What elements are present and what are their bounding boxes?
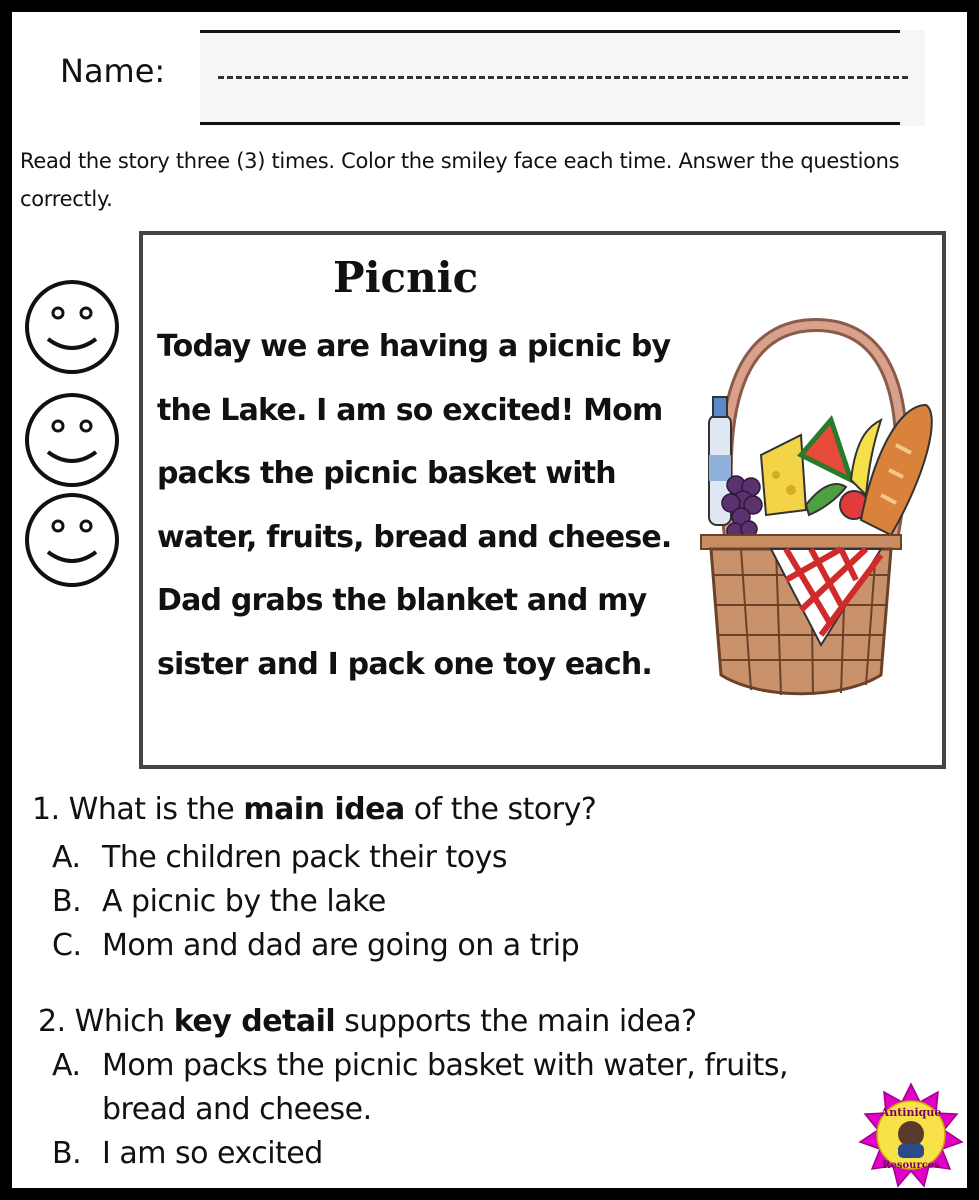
name-writing-line[interactable] bbox=[218, 76, 908, 79]
picnic-basket-icon bbox=[691, 305, 941, 705]
question-stem: 2. Which key detail supports the main idea? bbox=[38, 1004, 697, 1039]
svg-text:Resources: Resources bbox=[882, 1160, 940, 1171]
smiley-face-icon[interactable] bbox=[22, 277, 122, 377]
answer-option[interactable]: C. Mom and dad are going on a trip bbox=[52, 928, 580, 963]
answer-option[interactable]: A. The children pack their toys bbox=[52, 840, 508, 875]
worksheet-page bbox=[12, 12, 967, 1188]
story-title: Picnic bbox=[333, 253, 479, 302]
smiley-face-icon[interactable] bbox=[22, 490, 122, 590]
story-box bbox=[139, 231, 946, 769]
smiley-face-icon[interactable] bbox=[22, 390, 122, 490]
answer-option-continuation: bread and cheese. bbox=[102, 1092, 372, 1127]
name-line-bottom bbox=[200, 122, 900, 125]
key-phrase: key detail bbox=[173, 1004, 336, 1039]
question-stem: 1. What is the main idea of the story? bbox=[32, 792, 597, 827]
answer-option[interactable]: A. Mom packs the picnic basket with water, fruits, bbox=[52, 1048, 788, 1083]
publisher-logo bbox=[858, 1082, 964, 1188]
answer-option[interactable]: B. A picnic by the lake bbox=[52, 884, 386, 919]
name-label: Name: bbox=[60, 52, 166, 90]
answer-option[interactable]: B. I am so excited bbox=[52, 1136, 323, 1171]
instructions: Read the story three (3) times. Color the smiley face each time. Answer the questions correctly. bbox=[20, 149, 900, 211]
story-text: Today we are having a picnic by the Lake. I am so excited! Mom packs the picnic basket with water, fruits, bread and cheese. Dad grabs the blanket and my sister and I pack one toy each. bbox=[157, 329, 672, 682]
key-phrase: main idea bbox=[243, 792, 405, 827]
name-line-top bbox=[200, 30, 900, 33]
svg-text:Antinique: Antinique bbox=[880, 1106, 942, 1119]
